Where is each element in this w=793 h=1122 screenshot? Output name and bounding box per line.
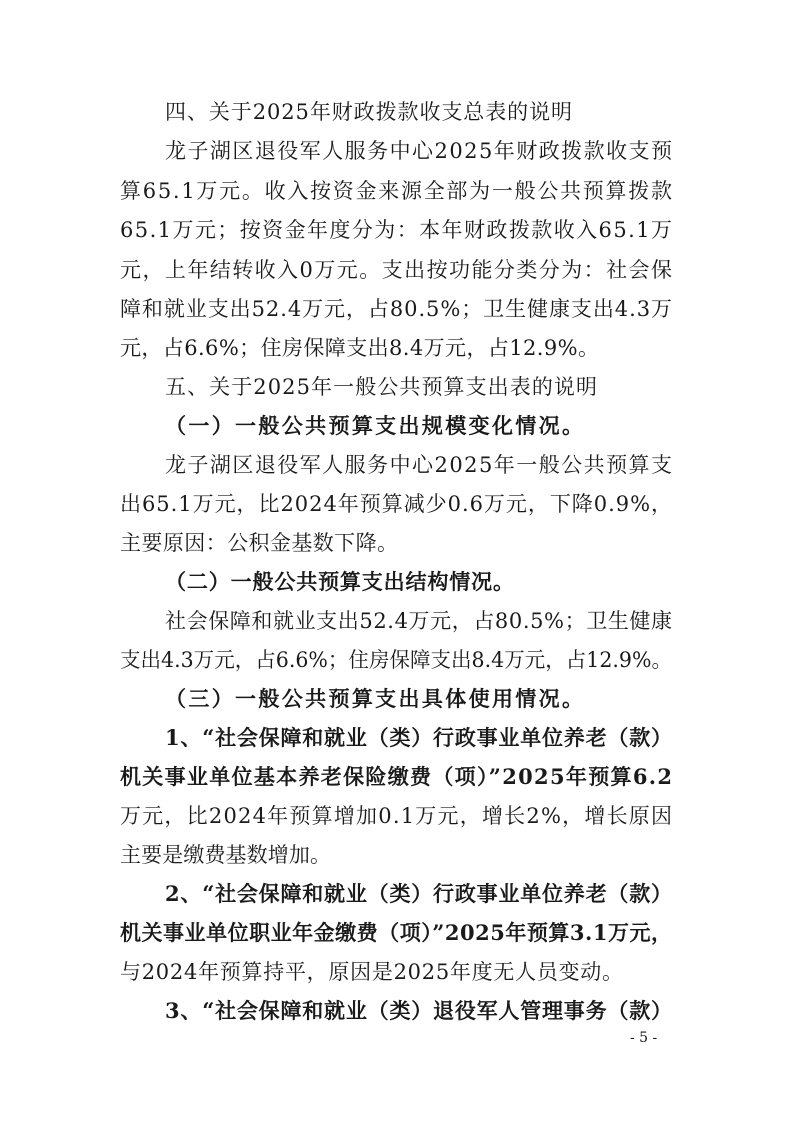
text-line [0,293,793,325]
text-line [0,135,793,167]
text-line [0,566,793,598]
text-line-content: 万元，比2024年预算增加0.1万元，增长2%，增长原因 [120,804,674,828]
text-line [0,761,793,793]
text-line-content: 1、“社会保障和就业（类）行政事业单位养老（款） [165,725,673,750]
text-line [0,214,793,246]
text-line [0,488,793,520]
text-line [0,995,793,1027]
text-line-content: 算65.1万元。收入按资金来源全部为一般公共预算拨款 [120,179,674,203]
text-line-content: 五、关于2025年一般公共预算支出表的说明 [165,375,599,399]
text-line [0,956,793,988]
text-line [0,683,793,715]
text-line-content: 社会保障和就业支出52.4万元，占80.5%；卫生健康 [165,609,673,633]
text-line [0,527,793,559]
text-line [0,722,793,754]
text-line-content: 65.1万元；按资金年度分为：本年财政拨款收入65.1万 [120,218,674,242]
text-line [0,917,793,949]
text-line [0,332,793,364]
text-line [0,410,793,442]
text-line-content: 机关事业单位职业年金缴费（项）”2025年预算3.1万元， [120,920,673,945]
text-line-content: 龙子湖区退役军人服务中心2025年财政拨款收支预 [165,139,674,163]
text-line [0,96,793,128]
text-line [0,644,793,676]
text-line-content: 出65.1万元，比2024年预算减少0.6万元，下降0.9%， [120,492,673,516]
text-line-content: （二）一般公共预算支出结构情况。 [165,569,515,594]
text-line [0,371,793,403]
text-line-content: 支出4.3万元，占6.6%；住房保障支出8.4万元，占12.9%。 [120,648,672,672]
text-line-content: 龙子湖区退役军人服务中心2025年一般公共预算支 [165,453,674,477]
text-line [0,449,793,481]
text-line [0,254,793,286]
text-line-content: 主要是缴费基数增加。 [120,843,332,867]
text-line-content: （一）一般公共预算支出规模变化情况。 [165,413,586,438]
text-line-content: 机关事业单位基本养老保险缴费（项）”2025年预算6.2 [120,764,674,789]
text-line-content: （三）一般公共预算支出具体使用情况。 [165,686,586,711]
text-line-content: 障和就业支出52.4万元，占80.5%；卫生健康支出4.3万 [120,297,673,321]
text-line-content: 2、“社会保障和就业（类）行政事业单位养老（款） [165,881,673,906]
text-line-content: 主要原因：公积金基数下降。 [120,531,399,555]
text-line [0,878,793,910]
text-line-content: 元，占6.6%；住房保障支出8.4万元，占12.9%。 [120,336,600,360]
text-line-content: 四、关于2025年财政拨款收支总表的说明 [165,100,573,124]
text-line-content: 元，上年结转收入0万元。支出按功能分类分为：社会保 [120,258,674,282]
text-line-content: 与2024年预算持平，原因是2025年度无人员变动。 [120,960,624,984]
page-number: - 5 - [630,1030,658,1046]
text-line [0,800,793,832]
text-line [0,605,793,637]
text-line-content: 3、“社会保障和就业（类）退役军人管理事务（款） [165,998,673,1023]
text-line [0,839,793,871]
text-line [0,175,793,207]
